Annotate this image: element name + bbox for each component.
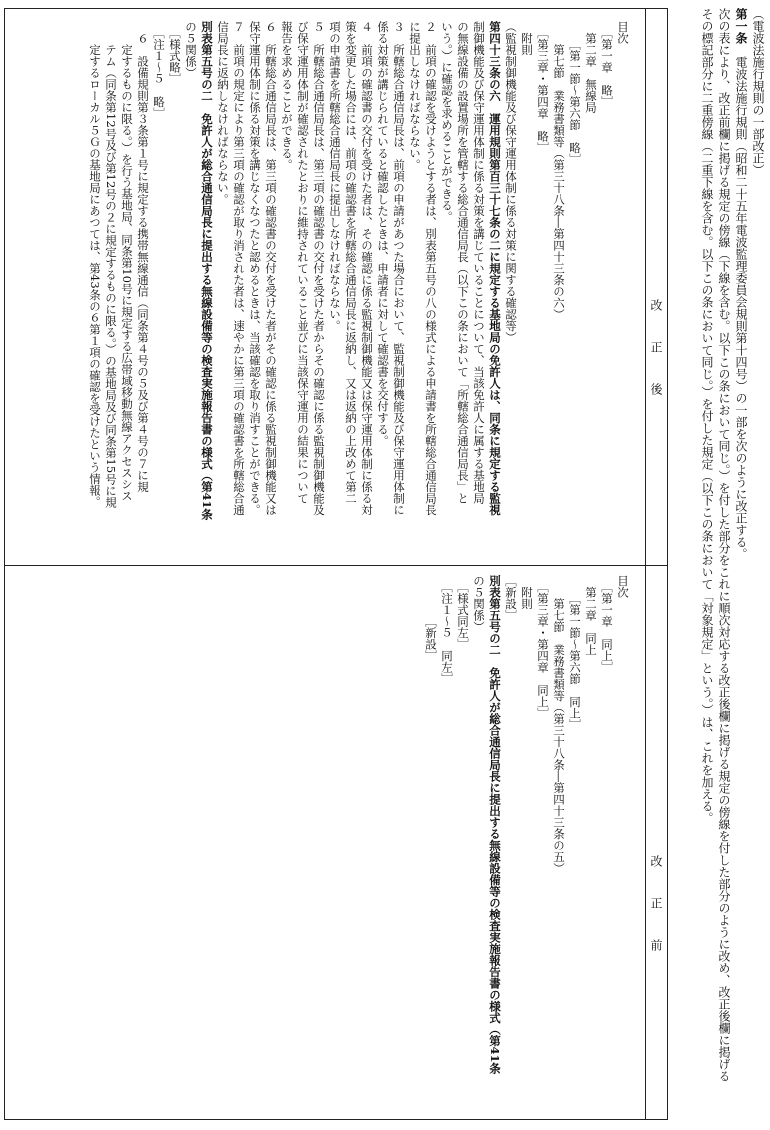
- before-line: 目次: [616, 575, 630, 598]
- before-column: [423, 575, 631, 1115]
- after-line: 定するものに限る。）を行う基地局、同条第10号に規定する広帯域移動無線アクセスシス: [120, 21, 134, 502]
- after-line: 第二章 無線局: [584, 21, 598, 113]
- header-before: 改正前: [649, 855, 663, 981]
- after-line: に提出しなければならない。: [408, 21, 422, 171]
- before-line: 第七節 業務書類等（第三十八条―第四十三条の五）: [552, 575, 566, 874]
- before-line: ［様式同左］: [456, 575, 470, 650]
- intro-article: [732, 8, 749, 1126]
- intro-line-2: 次の表により、改正前欄に掲げる規定の傍線（下線を含む。以下この条において同じ。）を付した部分をこれに順次対応する改正後欄に掲げる規定の傍線を付した部分のように改め、改正後欄に掲げる: [717, 8, 731, 1082]
- after-line: ［第三章・第四章 略］: [536, 21, 550, 154]
- before-line: 別表第五号の二 免許人が総合通信局長に提出する無線設備等の検査実施報告書の様式（第41条: [488, 575, 502, 1075]
- before-line: 附則: [520, 575, 534, 610]
- comparison-table: [4, 8, 668, 1120]
- after-line: ５ 所轄総合通信局長は、第三項の確認書の交付を受けた者からその確認に係る監視制御機能及: [312, 21, 326, 516]
- table-divider: [5, 565, 667, 566]
- after-line: 目次: [616, 21, 630, 44]
- after-line: ６ 設備規則第３条第１号に規定する携帯無線通信（同条第４号の５及び第４号の７に規: [136, 21, 150, 493]
- after-line: ３ 所轄総合通信局長は、前項の申請があつた場合において、監視制御機能及び保守運用体制に: [392, 21, 406, 516]
- before-line: ［注１～５ 同左］: [440, 575, 454, 685]
- before-line: 第二章 同上: [584, 575, 598, 656]
- amendment-intro: [698, 8, 766, 1126]
- after-line: ４ 前項の確認書の交付を受けた者は、その確認に係る監視制御機能又は保守運用体制に係る対: [360, 21, 374, 516]
- before-line: ［第一節～第六節 同上］: [568, 575, 582, 731]
- after-line: ２ 前項の確認を受けようとする者は、別表第五号の八の様式による申請書を所轄総合通信局長: [424, 21, 438, 516]
- after-line: ［第一章 略］: [600, 21, 614, 108]
- before-line: ［第一章 同上］: [600, 575, 614, 673]
- after-line: の５関係）: [184, 21, 198, 79]
- after-line: ６ 所轄総合通信局長は、第三項の確認書の交付を受けた者がその確認に係る監視制御機能又は: [264, 21, 278, 516]
- header-after: 改正後: [649, 299, 663, 425]
- after-line: ［注１～５ 略］: [152, 21, 166, 119]
- after-line: 制御機能及び保守運用体制に係る対策を講じていることについて、当該免許人に属する基地局: [472, 21, 486, 504]
- after-line: ［第一節～第六節 略］: [568, 21, 582, 165]
- after-line: 信局長に返納しなければならない。: [216, 21, 230, 205]
- before-line: ［新設］: [504, 575, 518, 621]
- after-line: ７ 前項の規定により第三項の確認が取り消された者は、速やかに第三項の確認書を所轄総合通: [232, 21, 246, 516]
- after-line: （監視制御機能及び保守運用体制に係る対策に関する確認等）: [504, 21, 518, 343]
- intro-article-label: 第一条: [734, 8, 748, 44]
- after-line: の無線設備の設置場所を管轄する総合通信局長（以下この条において「所轄総合通信局長」と: [456, 21, 470, 504]
- after-line: 項の申請書を所轄総合通信局長に提出しなければならない。: [328, 21, 342, 332]
- intro-line-3: その標記部分に二重傍線（二重下線を含む。以下この条において同じ。）を付した規定（以下この条において「対象規定」という。）は、これを加える。: [700, 8, 714, 824]
- before-line: ［第三章・第四章 同上］: [536, 575, 550, 719]
- after-line: び保守運用体制が確認されたとおりに維持されていること並びに当該保守運用の結果について: [296, 21, 310, 504]
- after-line: いう。）に確認を求めることができる。: [440, 21, 454, 223]
- header-divider: [645, 9, 646, 1119]
- before-line: ［新設］: [424, 575, 438, 662]
- after-line: 係る対策が講じられていると確認したときは、申請者に対して確認書を交付する。: [376, 21, 390, 447]
- after-column: [87, 21, 631, 561]
- after-line: ［様式略］: [168, 21, 182, 85]
- after-line: 第七節 業務書類等（第三十八条―第四十三条の六）: [552, 21, 566, 320]
- after-line: テム（同条第12号及び第12号の２に規定するものに限る。）の基地局及び同条第15号に規: [104, 21, 118, 508]
- before-line: の５関係）: [472, 575, 486, 633]
- after-line: 定するローカル５Ｇの基地局にあつては、第43条の６第１項の確認を受けたという情報。: [88, 21, 102, 508]
- intro-title: （電波法施行規則の一部改正）: [751, 8, 765, 176]
- after-line: 保守運用体制に係る対策を講じなくなつたと認めるときは、当該確認を取り消すことができる。: [248, 21, 262, 516]
- after-line: 第四十三条の六 運用規則第百三十七条の二に規定する基地局の免許人は、同条に規定する監視: [488, 21, 502, 516]
- after-line: 策を変更した場合には、前項の確認書を所轄総合通信局長に返納し、又は返納の上改めて第二: [344, 21, 358, 504]
- after-line: 別表第五号の二 免許人が総合通信局長に提出する無線設備等の検査実施報告書の様式（第41条: [200, 21, 214, 521]
- intro-line-1: 電波法施行規則（昭和二十五年電波監理委員会規則第十四号）の一部を次のように改正する。: [734, 56, 748, 560]
- after-line: 報告を求めることができる。: [280, 21, 294, 171]
- after-line: 附則: [520, 21, 534, 56]
